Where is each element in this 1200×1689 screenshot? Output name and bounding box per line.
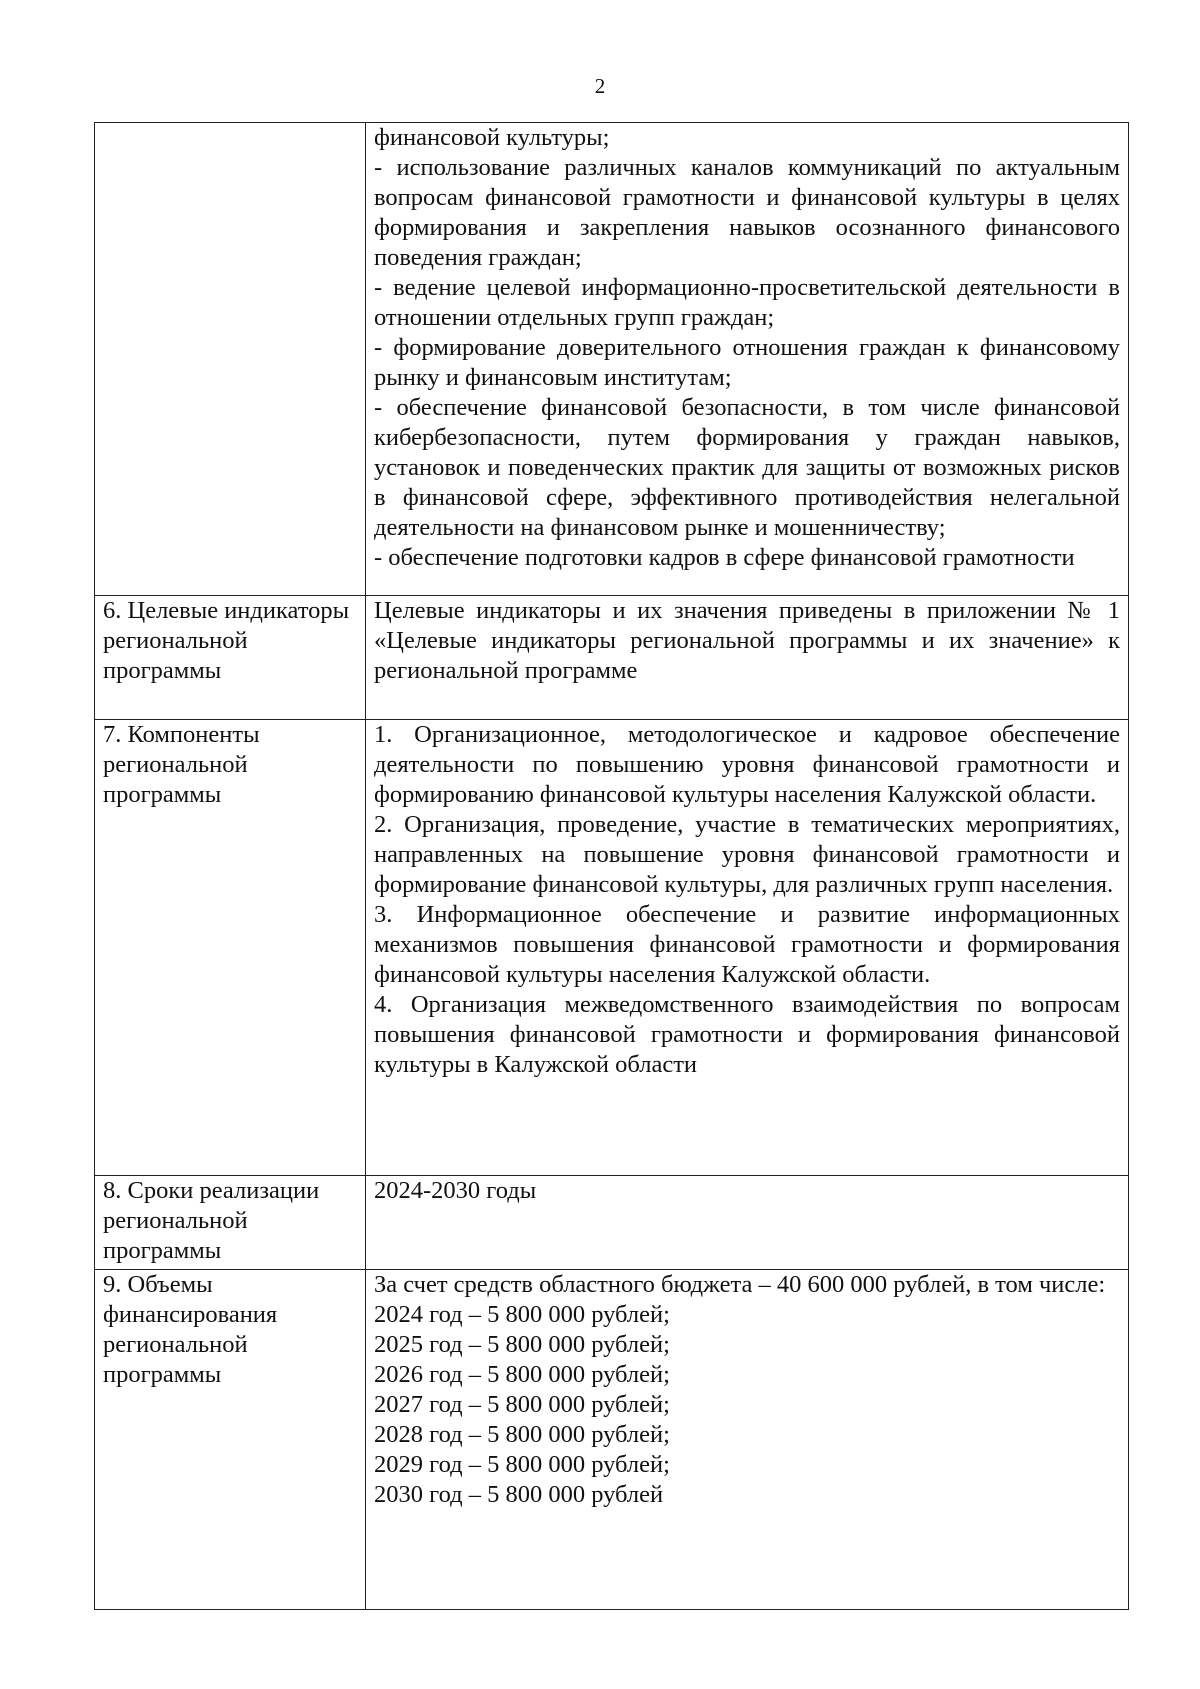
list-item: - обеспечение подготовки кадров в сфере финансовой грамотности (374, 544, 1075, 571)
program-components-label: 7. Компоненты региональной программы (95, 720, 366, 1176)
funding-year-line: 2027 год – 5 800 000 рублей; (374, 1391, 670, 1418)
list-item: - обеспечение финансовой безопасности, в том числе финансовой кибербезопасности, путем формирования у граждан навыков, установок и поведенческих практик для защиты от возможных рисков в финансовой сфере, эффективного противодействия нелегальной деятельности на финансовом рынке и мошенничеству; (374, 394, 1120, 541)
table-row-target-indicators (95, 596, 1129, 720)
program-passport-table (94, 122, 1129, 1610)
list-item: 1. Организационное, методологическое и кадровое обеспечение деятельности по повышению уровня финансовой грамотности и формированию финансовой культуры населения Калужской области. (374, 721, 1120, 808)
list-item: 2. Организация, проведение, участие в тематических мероприятиях, направленных на повышение уровня финансовой грамотности и формирование финансовой культуры, для различных групп населения. (374, 811, 1120, 898)
implementation-period-label: 8. Сроки реализации региональной программы (95, 1176, 366, 1270)
funding-year-line: 2028 год – 5 800 000 рублей; (374, 1421, 670, 1448)
table-row-funding-volumes (95, 1270, 1129, 1610)
funding-year-line: 2024 год – 5 800 000 рублей; (374, 1301, 670, 1328)
label-cell-empty (95, 123, 366, 596)
funding-volumes-content (366, 1270, 1129, 1610)
page-number: 2 (594, 74, 606, 98)
table-row-continuation (95, 123, 1129, 596)
funding-year-line: 2029 год – 5 800 000 рублей; (374, 1451, 670, 1478)
target-indicators-text: Целевые индикаторы и их значения приведены в приложении № 1 «Целевые индикаторы региональной программы и их значение» к региональной программе (366, 596, 1129, 720)
funding-year-line: 2025 год – 5 800 000 рублей; (374, 1331, 670, 1358)
list-item: - формирование доверительного отношения граждан к финансовому рынку и финансовым институтам; (374, 334, 1120, 391)
funding-volumes-label: 9. Объемы финансирования региональной программы (95, 1270, 366, 1610)
table-row-implementation-period (95, 1176, 1129, 1270)
list-item: 4. Организация межведомственного взаимодействия по вопросам повышения финансовой грамотности и формирования финансовой культуры в Калужской области (374, 991, 1120, 1078)
goals-continuation-cell (366, 123, 1129, 596)
table-row-program-components (95, 720, 1129, 1176)
funding-year-line: 2026 год – 5 800 000 рублей; (374, 1361, 670, 1388)
target-indicators-label: 6. Целевые индикаторы региональной программы (95, 596, 366, 720)
program-components-list (366, 720, 1129, 1176)
list-item: 3. Информационное обеспечение и развитие информационных механизмов повышения финансовой грамотности и формирования финансовой культуры населения Калужской области. (374, 901, 1120, 988)
list-item: финансовой культуры; (374, 124, 610, 151)
list-item: - ведение целевой информационно-просветительской деятельности в отношении отдельных групп граждан; (374, 274, 1120, 331)
funding-intro: За счет средств областного бюджета – 40 600 000 рублей, в том числе: (374, 1271, 1106, 1298)
funding-year-line: 2030 год – 5 800 000 рублей (374, 1481, 664, 1508)
implementation-period-text: 2024-2030 годы (366, 1176, 1129, 1270)
list-item: - использование различных каналов коммуникаций по актуальным вопросам финансовой грамотности и финансовой культуры в целях формирования и закрепления навыков осознанного финансового поведения граждан; (374, 154, 1120, 271)
